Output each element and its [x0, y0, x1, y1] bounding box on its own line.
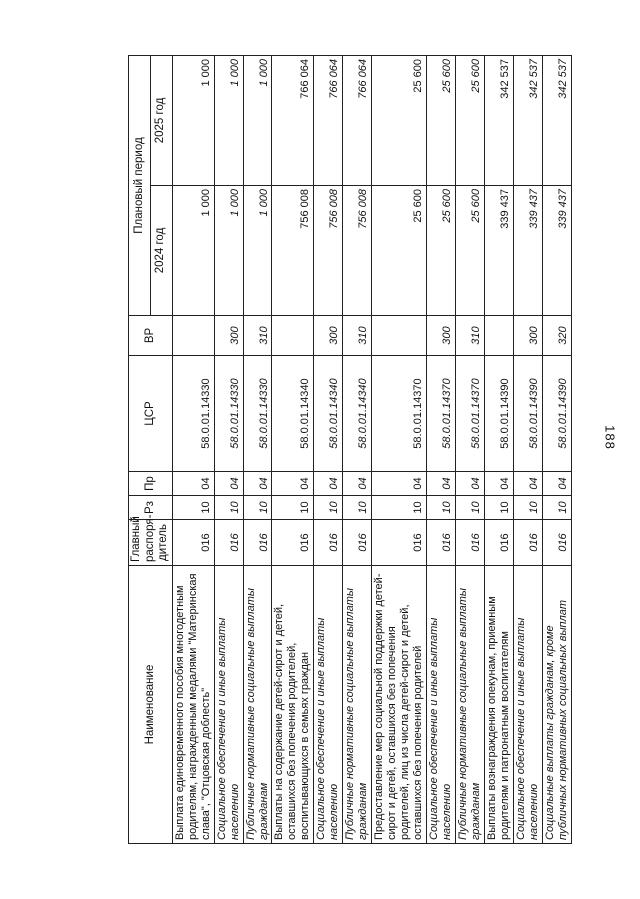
cell-2025: 25 600: [427, 55, 456, 185]
cell-grbs: 016: [314, 520, 343, 566]
cell-name: Социальное обеспечение и иные выплаты населению: [427, 566, 456, 844]
cell-2024: 1 000: [172, 186, 214, 316]
cell-2024: 339 437: [513, 186, 542, 316]
cell-vr: 310: [243, 316, 272, 356]
table-row: [485, 55, 514, 843]
cell-2024: 25 600: [427, 186, 456, 316]
cell-2025: 766 064: [314, 55, 343, 185]
header-year-2025: 2025 год: [150, 55, 172, 185]
cell-vr: [372, 316, 427, 356]
cell-csr: 58.0.01.14340: [343, 356, 372, 472]
cell-name: Предоставление мер социальной поддержки детей-сирот и детей, оставшихся без попечения родителей, лиц из числа детей-сирот и детей, оставшихся без попечения родителей: [372, 566, 427, 844]
header-pr: Пр: [129, 472, 173, 496]
cell-name: Социальные выплаты гражданам, кроме публичных нормативных социальных выплат: [542, 566, 571, 844]
table-row: [214, 55, 243, 843]
cell-pr: 04: [243, 472, 272, 496]
cell-csr: 58.0.01.14340: [272, 356, 314, 472]
cell-pr: 04: [214, 472, 243, 496]
cell-2025: 342 537: [513, 55, 542, 185]
cell-2025: 1 000: [243, 55, 272, 185]
page-number: 188: [602, 425, 618, 450]
cell-rz: 10: [343, 496, 372, 520]
cell-csr: 58.0.01.14390: [485, 356, 514, 472]
cell-2024: 25 600: [456, 186, 485, 316]
cell-2025: 766 064: [272, 55, 314, 185]
cell-grbs: 016: [427, 520, 456, 566]
header-plan-period: Плановый период: [129, 55, 151, 315]
cell-grbs: 016: [513, 520, 542, 566]
table-row: [456, 55, 485, 843]
header-csr: ЦСР: [129, 356, 173, 472]
table-row: [314, 55, 343, 843]
cell-vr: 320: [542, 316, 571, 356]
cell-grbs: 016: [243, 520, 272, 566]
cell-name: Социальное обеспечение и иные выплаты населению: [214, 566, 243, 844]
rotated-table-frame: [128, 56, 569, 844]
cell-2024: 1 000: [214, 186, 243, 316]
cell-csr: 58.0.01.14370: [427, 356, 456, 472]
cell-2024: 339 437: [485, 186, 514, 316]
cell-2024: 339 437: [542, 186, 571, 316]
cell-name: Публичные нормативные социальные выплаты гражданам: [456, 566, 485, 844]
cell-vr: 300: [214, 316, 243, 356]
cell-2025: 766 064: [343, 55, 372, 185]
cell-csr: 58.0.01.14370: [372, 356, 427, 472]
cell-rz: 10: [243, 496, 272, 520]
cell-pr: 04: [343, 472, 372, 496]
budget-table: [128, 55, 572, 844]
cell-name: Выплаты вознаграждения опекунам, приемным родителям и патронатным воспитателям: [485, 566, 514, 844]
cell-vr: 310: [456, 316, 485, 356]
cell-grbs: 016: [343, 520, 372, 566]
table-row: [272, 55, 314, 843]
cell-vr: [172, 316, 214, 356]
cell-vr: [272, 316, 314, 356]
table-row: [427, 55, 456, 843]
cell-rz: 10: [272, 496, 314, 520]
header-row-1: [129, 55, 151, 843]
cell-pr: 04: [513, 472, 542, 496]
cell-rz: 10: [485, 496, 514, 520]
table-body: [172, 55, 571, 843]
cell-vr: 310: [343, 316, 372, 356]
table-row: [172, 55, 214, 843]
cell-pr: 04: [485, 472, 514, 496]
cell-rz: 10: [513, 496, 542, 520]
cell-2025: 1 000: [172, 55, 214, 185]
cell-csr: 58.0.01.14330: [172, 356, 214, 472]
cell-grbs: 016: [456, 520, 485, 566]
cell-pr: 04: [372, 472, 427, 496]
cell-csr: 58.0.01.14390: [542, 356, 571, 472]
cell-pr: 04: [272, 472, 314, 496]
cell-pr: 04: [172, 472, 214, 496]
cell-grbs: 016: [542, 520, 571, 566]
cell-rz: 10: [456, 496, 485, 520]
cell-2025: 342 537: [542, 55, 571, 185]
cell-pr: 04: [314, 472, 343, 496]
cell-grbs: 016: [214, 520, 243, 566]
header-year-2024: 2024 год: [150, 186, 172, 316]
cell-rz: 10: [372, 496, 427, 520]
cell-name: Выплата единовременного пособия многодетным родителям, награжденным медалями "Материнская слава", "Отцовская доблесть": [172, 566, 214, 844]
cell-2024: 756 008: [272, 186, 314, 316]
cell-name: Публичные нормативные социальные выплаты гражданам: [243, 566, 272, 844]
cell-vr: 300: [513, 316, 542, 356]
cell-grbs: 016: [272, 520, 314, 566]
cell-2025: 1 000: [214, 55, 243, 185]
cell-name: Выплаты на содержание детей-сирот и детей, оставшихся без попечения родителей, воспитывающихся в семьях граждан: [272, 566, 314, 844]
table-row: [513, 55, 542, 843]
table-row: [542, 55, 571, 843]
cell-rz: 10: [214, 496, 243, 520]
cell-2025: 25 600: [372, 55, 427, 185]
cell-pr: 04: [427, 472, 456, 496]
cell-grbs: 016: [172, 520, 214, 566]
table-row: [243, 55, 272, 843]
table-row: [372, 55, 427, 843]
cell-2024: 756 008: [314, 186, 343, 316]
cell-vr: [485, 316, 514, 356]
cell-name: Социальное обеспечение и иные выплаты населению: [513, 566, 542, 844]
cell-rz: 10: [542, 496, 571, 520]
cell-name: Социальное обеспечение и иные выплаты населению: [314, 566, 343, 844]
header-name: Наименование: [129, 566, 173, 844]
table-row: [343, 55, 372, 843]
cell-rz: 10: [427, 496, 456, 520]
cell-csr: 58.0.01.14330: [243, 356, 272, 472]
cell-csr: 58.0.01.14340: [314, 356, 343, 472]
cell-grbs: 016: [485, 520, 514, 566]
cell-csr: 58.0.01.14370: [456, 356, 485, 472]
cell-name: Публичные нормативные социальные выплаты гражданам: [343, 566, 372, 844]
header-grbs: Главный распоря-дитель: [129, 520, 173, 566]
budget-table-container: [128, 56, 569, 844]
header-vr: ВР: [129, 316, 173, 356]
cell-grbs: 016: [372, 520, 427, 566]
cell-pr: 04: [542, 472, 571, 496]
cell-vr: 300: [314, 316, 343, 356]
cell-csr: 58.0.01.14330: [214, 356, 243, 472]
cell-rz: 10: [172, 496, 214, 520]
header-rz: Рз: [129, 496, 173, 520]
cell-vr: 300: [427, 316, 456, 356]
cell-2025: 25 600: [456, 55, 485, 185]
cell-csr: 58.0.01.14390: [513, 356, 542, 472]
cell-2025: 342 537: [485, 55, 514, 185]
cell-pr: 04: [456, 472, 485, 496]
cell-2024: 25 600: [372, 186, 427, 316]
cell-rz: 10: [314, 496, 343, 520]
cell-2024: 756 008: [343, 186, 372, 316]
cell-2024: 1 000: [243, 186, 272, 316]
